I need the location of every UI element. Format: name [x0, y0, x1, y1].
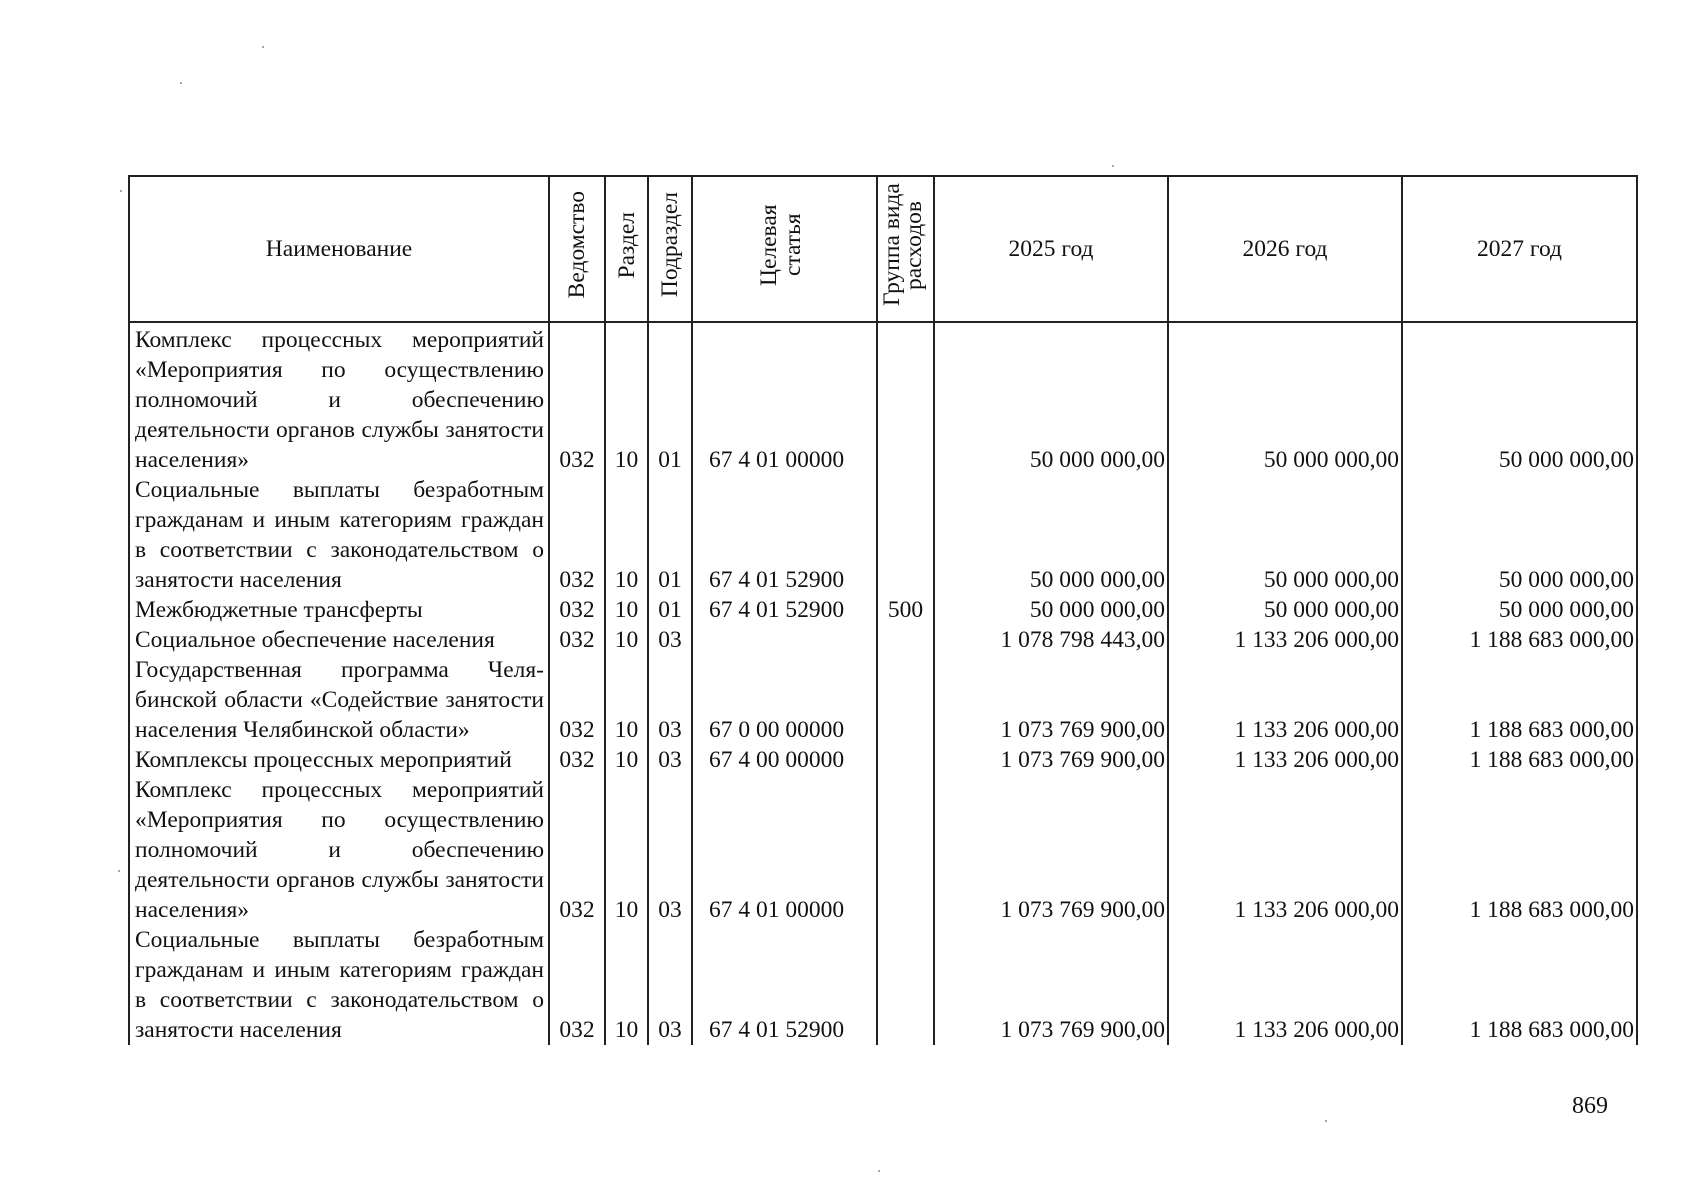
- cell-amount-2027: 50 000 000,00: [1402, 322, 1637, 475]
- cell-name: Межбюджетные трансферты: [129, 595, 549, 625]
- header-subsection: [648, 176, 692, 322]
- cell-amount-2025: 1 073 769 900,00: [934, 745, 1168, 775]
- cell-amount-2027: 1 188 683 000,00: [1402, 775, 1637, 925]
- cell-amount-2025: 1 073 769 900,00: [934, 925, 1168, 1045]
- cell-amount-2026: 50 000 000,00: [1168, 595, 1402, 625]
- cell-amount-2025: 1 073 769 900,00: [934, 775, 1168, 925]
- cell-amount-2026: 50 000 000,00: [1168, 322, 1402, 475]
- scan-speck: [180, 82, 182, 84]
- cell-target-article: 67 4 00 00000: [692, 745, 877, 775]
- cell-subsection: 01: [648, 595, 692, 625]
- cell-amount-2027: 50 000 000,00: [1402, 475, 1637, 595]
- scan-speck: [262, 46, 264, 48]
- cell-amount-2027: 50 000 000,00: [1402, 595, 1637, 625]
- cell-subsection: 03: [648, 745, 692, 775]
- cell-section: 10: [605, 775, 648, 925]
- cell-subsection: 01: [648, 322, 692, 475]
- scan-speck: [878, 1170, 880, 1172]
- cell-subsection: 03: [648, 625, 692, 655]
- header-section: [605, 176, 648, 322]
- cell-department: 032: [549, 775, 605, 925]
- table-row: [129, 322, 1637, 475]
- cell-section: 10: [605, 475, 648, 595]
- cell-target-article: 67 4 01 52900: [692, 475, 877, 595]
- table-row: [129, 775, 1637, 925]
- table-row: [129, 595, 1637, 625]
- scan-speck: [120, 190, 122, 192]
- header-target-article-label: Целевая статья: [755, 204, 806, 286]
- header-name: [129, 176, 549, 322]
- cell-target-article: 67 0 00 00000: [692, 655, 877, 745]
- budget-table: [128, 175, 1638, 1045]
- cell-amount-2025: 50 000 000,00: [934, 322, 1168, 475]
- cell-expense-group: [877, 745, 934, 775]
- cell-target-article: 67 4 01 52900: [692, 595, 877, 625]
- cell-section: 10: [605, 625, 648, 655]
- table-row: [129, 625, 1637, 655]
- cell-name: Государственная программа Челябинской области «Содействие занятости населения Челябинской области»: [129, 655, 549, 745]
- header-year-2027-label: 2027 год: [1477, 236, 1562, 262]
- cell-section: 10: [605, 595, 648, 625]
- cell-target-article: [692, 625, 877, 655]
- scan-speck: [1112, 165, 1114, 167]
- cell-section: 10: [605, 745, 648, 775]
- table-header: [129, 176, 1637, 322]
- cell-subsection: 01: [648, 475, 692, 595]
- cell-expense-group: [877, 625, 934, 655]
- table-row: [129, 925, 1637, 1045]
- cell-subsection: 03: [648, 775, 692, 925]
- cell-section: 10: [605, 655, 648, 745]
- cell-target-article: 67 4 01 00000: [692, 322, 877, 475]
- header-expense-group-label: Группа вида расходов: [878, 183, 927, 307]
- cell-amount-2026: 1 133 206 000,00: [1168, 775, 1402, 925]
- cell-amount-2027: 1 188 683 000,00: [1402, 925, 1637, 1045]
- header-department: [549, 176, 605, 322]
- cell-amount-2026: 1 133 206 000,00: [1168, 625, 1402, 655]
- header-target-article: [692, 176, 877, 322]
- header-year-2026: [1168, 176, 1402, 322]
- cell-amount-2026: 1 133 206 000,00: [1168, 925, 1402, 1045]
- header-name-label: Наименование: [265, 236, 413, 262]
- cell-amount-2027: 1 188 683 000,00: [1402, 745, 1637, 775]
- header-expense-group: [877, 176, 934, 322]
- cell-amount-2027: 1 188 683 000,00: [1402, 655, 1637, 745]
- header-subsection-label: Подраздел: [657, 192, 683, 298]
- header-department-label: Ведомство: [564, 191, 590, 299]
- header-year-2025-label: 2025 год: [1008, 236, 1094, 262]
- cell-amount-2025: 1 073 769 900,00: [934, 655, 1168, 745]
- header-year-2027: [1402, 176, 1637, 322]
- table-row: [129, 745, 1637, 775]
- cell-name: Социальные выплаты безработным гражданам и иным категориям граждан в соответствии с законодательством о занятости населения: [129, 475, 549, 595]
- header-row: [129, 176, 1637, 322]
- cell-department: 032: [549, 745, 605, 775]
- cell-amount-2026: 50 000 000,00: [1168, 475, 1402, 595]
- cell-name: Комплекс процессных мероприятий «Мероприятия по осуществлению полномочий и обеспечению деятельности органов службы занятости населения»: [129, 775, 549, 925]
- cell-amount-2025: 1 078 798 443,00: [934, 625, 1168, 655]
- cell-amount-2025: 50 000 000,00: [934, 595, 1168, 625]
- cell-department: 032: [549, 475, 605, 595]
- cell-department: 032: [549, 595, 605, 625]
- cell-amount-2025: 50 000 000,00: [934, 475, 1168, 595]
- table-body: [129, 322, 1637, 1045]
- cell-amount-2026: 1 133 206 000,00: [1168, 655, 1402, 745]
- cell-department: 032: [549, 625, 605, 655]
- cell-expense-group: [877, 925, 934, 1045]
- cell-subsection: 03: [648, 655, 692, 745]
- cell-expense-group: [877, 475, 934, 595]
- cell-expense-group: [877, 655, 934, 745]
- cell-department: 032: [549, 655, 605, 745]
- cell-expense-group: 500: [877, 595, 934, 625]
- cell-department: 032: [549, 322, 605, 475]
- cell-subsection: 03: [648, 925, 692, 1045]
- cell-section: 10: [605, 925, 648, 1045]
- cell-section: 10: [605, 322, 648, 475]
- scan-speck: [1325, 1120, 1327, 1122]
- page-number: 869: [1572, 1093, 1608, 1119]
- cell-amount-2026: 1 133 206 000,00: [1168, 745, 1402, 775]
- table-row: [129, 655, 1637, 745]
- header-year-2026-label: 2026 год: [1242, 236, 1328, 262]
- header-section-label: Раздел: [613, 211, 640, 279]
- cell-amount-2027: 1 188 683 000,00: [1402, 625, 1637, 655]
- table-row: [129, 475, 1637, 595]
- cell-target-article: 67 4 01 52900: [692, 925, 877, 1045]
- cell-name: Комплекс процессных мероприятий «Мероприятия по осуществлению полномочий и обеспечению деятельности органов службы занятости населения»: [129, 322, 549, 475]
- cell-name: Комплексы процессных мероприятий: [129, 745, 549, 775]
- header-year-2025: [934, 176, 1168, 322]
- cell-expense-group: [877, 322, 934, 475]
- scan-speck: [118, 870, 120, 872]
- cell-name: Социальное обеспечение населения: [129, 625, 549, 655]
- cell-name: Социальные выплаты безработным гражданам и иным категориям граждан в соответствии с законодательством о занятости населения: [129, 925, 549, 1045]
- cell-expense-group: [877, 775, 934, 925]
- cell-target-article: 67 4 01 00000: [692, 775, 877, 925]
- cell-department: 032: [549, 925, 605, 1045]
